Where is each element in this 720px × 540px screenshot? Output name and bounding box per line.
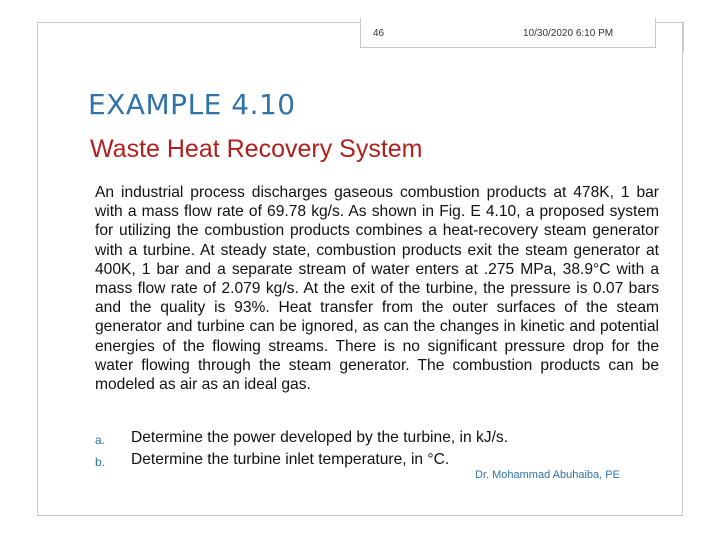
question-item xyxy=(95,449,659,471)
slide-number: 46 xyxy=(373,28,385,39)
question-text: Determine the turbine inlet temperature, in °C. xyxy=(131,451,450,468)
slide-frame-corner xyxy=(683,22,696,52)
slide-title: EXAMPLE 4.10 xyxy=(88,88,296,121)
slide-subtitle: Waste Heat Recovery System xyxy=(90,135,423,163)
question-marker: b. xyxy=(95,455,106,469)
problem-statement: An industrial process discharges gaseous combustion products at 478K, 1 bar with a mass flow rate of 69.78 kg/s. As shown in Fig. E 4.10, a proposed system for utilizing the combustion products combines a heat-recovery steam generator with a turbine. At steady state, combustion products exit the steam generator at 400K, 1 bar and a separate stream of water enters at .275 MPa, 38.9°C with a mass flow rate of 2.079 kg/s. At the exit of the turbine, the pressure is 0.07 bars and the quality is 93%. Heat transfer from the outer surfaces of the steam generator and turbine can be ignored, as can the changes in kinetic and potential energies of the flowing streams. There is no significant pressure drop for the water flowing through the steam generator. The combustion products can be modeled as air as an ideal gas. xyxy=(95,184,659,394)
question-list xyxy=(95,427,659,471)
author-credit: Dr. Mohammad Abuhaiba, PE xyxy=(475,469,620,481)
question-text: Determine the power developed by the turbine, in kJ/s. xyxy=(131,429,509,446)
question-marker: a. xyxy=(95,433,106,447)
timestamp: 10/30/2020 6:10 PM xyxy=(523,28,614,39)
question-item xyxy=(95,427,659,449)
